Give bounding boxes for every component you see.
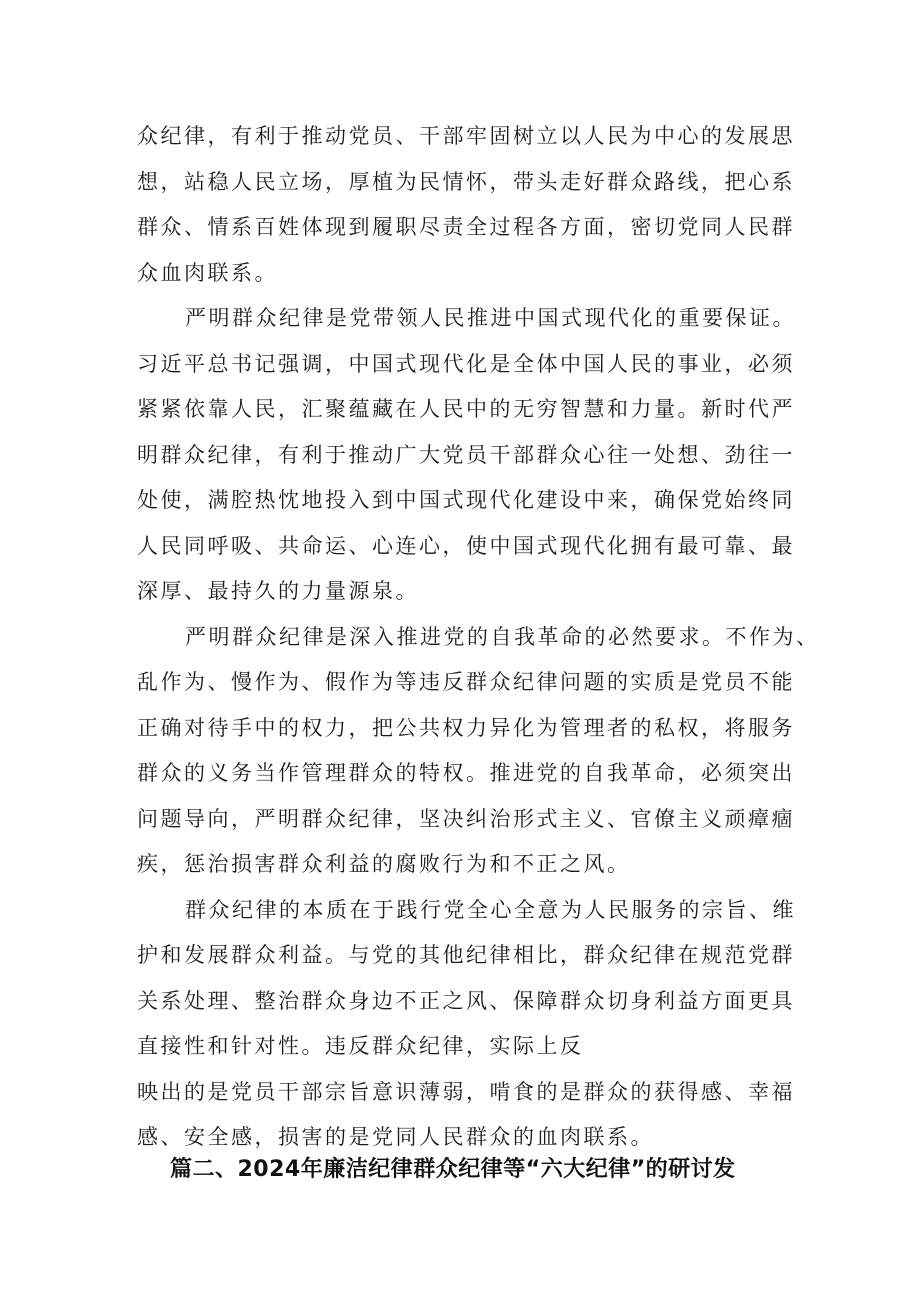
text-line: 群众、情系百姓体现到履职尽责全过程各方面，密切党同人民群: [137, 215, 795, 239]
text-line: 深厚、最持久的力量源泉。: [137, 579, 419, 603]
text-line: 群众的义务当作管理群众的特权。推进党的自我革命，必须突出: [137, 761, 795, 785]
paragraph-3: [137, 615, 820, 888]
text-line: 映出的是党员干部宗旨意识薄弱，啃食的是群众的获得感、幸福: [137, 1079, 795, 1104]
text-line: 处使，满腔热忱地投入到中国式现代化建设中来，确保党始终同: [137, 488, 795, 512]
text-line: 疾，惩治损害群众利益的腐败行为和不正之风。: [137, 852, 631, 876]
text-line: 正确对待手中的权力，把公共权力异化为管理者的私权，将服务: [137, 715, 795, 740]
text-line: 感、安全感，损害的是党同人民群众的血肉联系。: [137, 1125, 654, 1149]
article-body: [137, 114, 820, 1161]
text-line: 习近平总书记强调，中国式现代化是全体中国人民的事业，必须: [137, 351, 795, 376]
section-heading: 篇二、2024年廉洁纪律群众纪律等“六大纪律”的研讨发: [170, 1157, 736, 1182]
text-line: 群众纪律的本质在于践行党全心全意为人民服务的宗旨、维: [185, 897, 796, 922]
text-line: 严明群众纪律是党带领人民推进中国式现代化的重要保证。: [185, 306, 796, 330]
text-line: 众纪律，有利于推动党员、干部牢固树立以人民为中心的发展思: [137, 124, 795, 148]
text-line: 众血肉联系。: [137, 260, 278, 285]
text-line: 人民同呼吸、共命运、心连心，使中国式现代化拥有最可靠、最: [137, 533, 795, 558]
text-line: 护和发展群众利益。与党的其他纪律相比，群众纪律在规范党群: [137, 943, 795, 967]
text-line: 关系处理、整治群众身边不正之风、保障群众切身利益方面更具: [137, 988, 795, 1013]
text-line: 直接性和针对性。违反群众纪律，实际上反: [137, 1034, 584, 1058]
paragraph-4: [137, 888, 796, 1161]
text-line: 想，站稳人民立场，厚植为民情怀，带头走好群众路线，把心系: [137, 169, 795, 194]
text-line: 问题导向，严明群众纪律，坚决纠治形式主义、官僚主义顽瘴痼: [137, 806, 795, 831]
paragraph-1: [137, 114, 795, 296]
paragraph-2: [137, 296, 796, 615]
text-line: 紧紧依靠人民，汇聚蕴藏在人民中的无穷智慧和力量。新时代严: [137, 397, 795, 421]
text-line: 明群众纪律，有利于推动广大党员干部群众心往一处想、劲往一: [137, 442, 795, 467]
text-line: 乱作为、慢作为、假作为等违反群众纪律问题的实质是党员不能: [137, 670, 795, 694]
text-line: 严明群众纪律是深入推进党的自我革命的必然要求。不作为、: [185, 624, 820, 649]
